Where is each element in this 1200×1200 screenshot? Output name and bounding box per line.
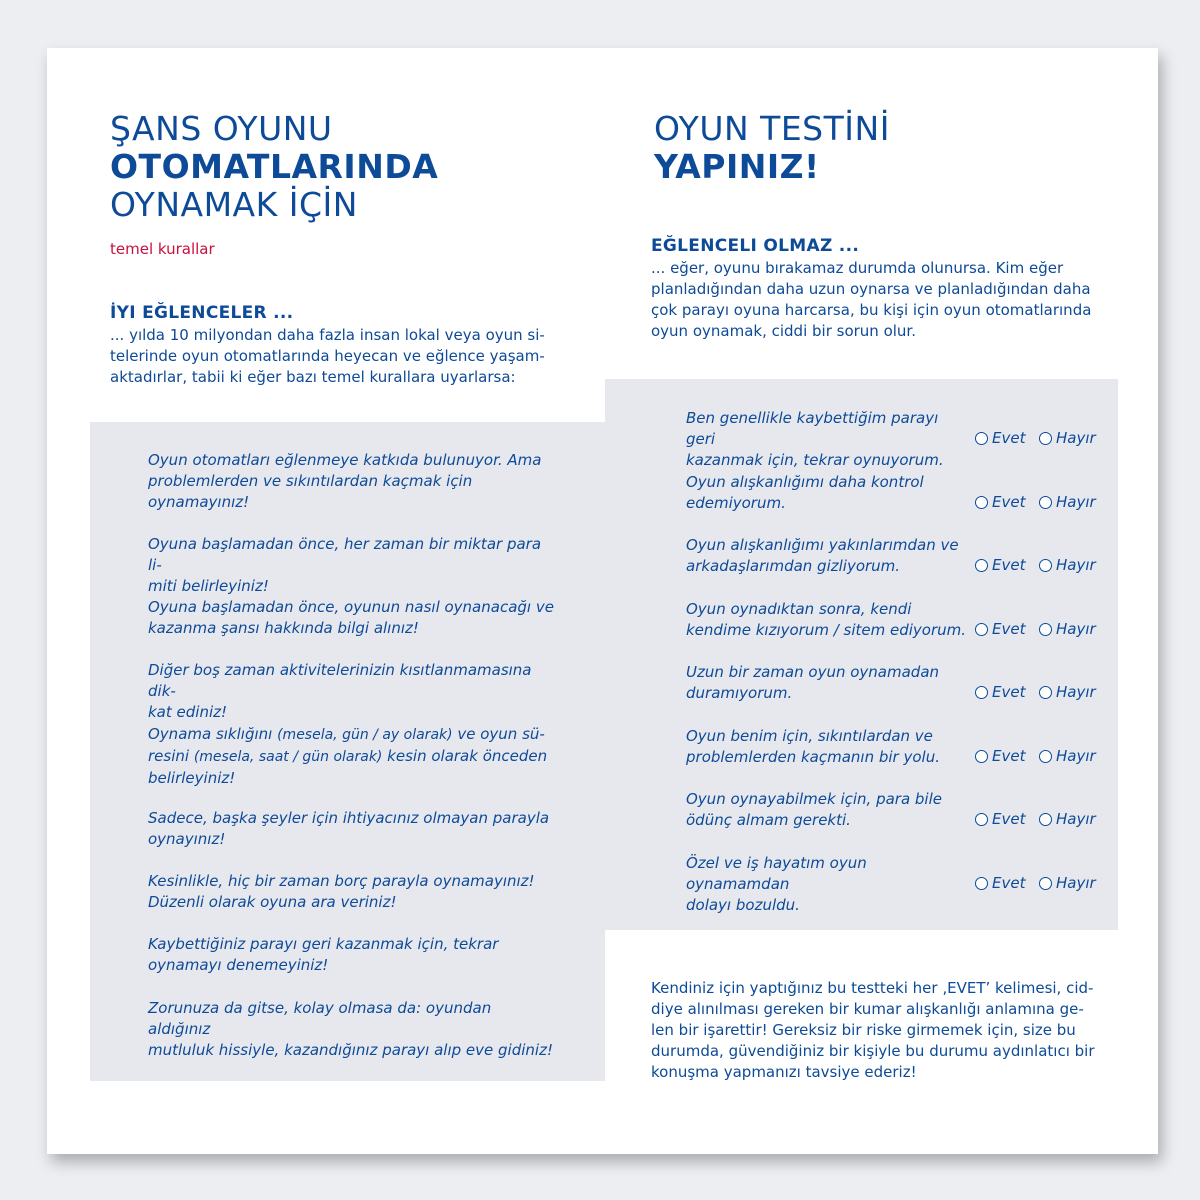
radio-circle-icon[interactable] xyxy=(975,750,988,763)
quiz-question xyxy=(686,726,971,768)
yes-option[interactable] xyxy=(975,874,1025,892)
yes-option[interactable] xyxy=(975,556,1025,574)
radio-circle-icon[interactable] xyxy=(1039,813,1052,826)
yes-label: Evet xyxy=(992,620,1026,638)
closing-line: konuşma yapmanızı tavsiye ederiz! xyxy=(651,1063,917,1081)
closing-text xyxy=(651,978,1101,1083)
radio-circle-icon[interactable] xyxy=(975,432,988,445)
yes-label: Evet xyxy=(992,747,1026,765)
no-label: Hayır xyxy=(1056,493,1096,511)
rule-line: Diğer boş zaman aktivitelerinizin kısıtlanmamasına dik- xyxy=(148,661,532,700)
closing-line: diye alınılması gereken bir kumar alışkanlığı anlamına ge- xyxy=(651,1000,1084,1018)
rule-text: ve oyun sü- xyxy=(452,725,545,743)
no-label: Hayır xyxy=(1056,747,1096,765)
no-option[interactable] xyxy=(1039,620,1096,638)
rule-line: Düzenli olarak oyuna ara veriniz! xyxy=(148,893,397,911)
no-option[interactable] xyxy=(1039,493,1096,511)
question-line: Oyun oynayabilmek için, para bile xyxy=(686,790,942,808)
yes-option[interactable] xyxy=(975,429,1025,447)
radio-circle-icon[interactable] xyxy=(1039,877,1052,890)
radio-circle-icon[interactable] xyxy=(975,559,988,572)
right-intro-text xyxy=(651,258,1111,342)
radio-circle-icon[interactable] xyxy=(1039,496,1052,509)
no-option[interactable] xyxy=(1039,810,1096,828)
no-label: Hayır xyxy=(1056,874,1096,892)
left-section-heading: İYI EĞLENCELER ... xyxy=(110,303,294,323)
closing-line: len bir işarettir! Gereksiz bir riske girmemek için, size bu xyxy=(651,1021,1076,1039)
left-title-line3: OYNAMAK İÇİN xyxy=(110,185,358,224)
question-line: Oyun oynadıktan sonra, kendi xyxy=(686,600,912,618)
rule-line: miti belirleyiniz! xyxy=(148,577,269,595)
yes-option[interactable] xyxy=(975,810,1025,828)
quiz-question xyxy=(686,853,971,916)
question-line: duramıyorum. xyxy=(686,684,793,702)
question-line: Uzun bir zaman oyun oynamadan xyxy=(686,663,940,681)
no-label: Hayır xyxy=(1056,810,1096,828)
no-option[interactable] xyxy=(1039,747,1096,765)
rule-line: belirleyiniz! xyxy=(148,769,236,787)
yes-option[interactable] xyxy=(975,747,1025,765)
quiz-question xyxy=(686,408,971,471)
no-option[interactable] xyxy=(1039,874,1096,892)
rule-line: mutluluk hissiyle, kazandığınız parayı alıp eve gidiniz! xyxy=(148,1041,553,1059)
question-line: dolayı bozuldu. xyxy=(686,896,800,914)
rule-line: Zorunuza da gitse, kolay olmasa da: oyundan aldığınız xyxy=(148,999,492,1038)
left-title-line2: OTOMATLARINDA xyxy=(110,147,439,186)
radio-circle-icon[interactable] xyxy=(975,496,988,509)
radio-circle-icon[interactable] xyxy=(975,813,988,826)
rule-line: oynamayı denemeyiniz! xyxy=(148,956,329,974)
rule-item xyxy=(148,808,558,850)
radio-circle-icon[interactable] xyxy=(975,877,988,890)
no-option[interactable] xyxy=(1039,556,1096,574)
radio-circle-icon[interactable] xyxy=(1039,686,1052,699)
rule-item xyxy=(148,724,558,789)
quiz-question xyxy=(686,599,971,641)
left-intro-text xyxy=(110,325,560,388)
radio-circle-icon[interactable] xyxy=(1039,559,1052,572)
question-line: kendime kızıyorum / sitem ediyorum. xyxy=(686,621,967,639)
right-intro-line: çok parayı oyuna harcarsa, bu kişi için oyun otomatlarında xyxy=(651,301,1092,319)
right-title-line2: YAPINIZ! xyxy=(654,147,820,186)
no-label: Hayır xyxy=(1056,429,1096,447)
yes-label: Evet xyxy=(992,556,1026,574)
question-line: problemlerden kaçmanın bir yolu. xyxy=(686,748,940,766)
no-label: Hayır xyxy=(1056,620,1096,638)
question-line: edemiyorum. xyxy=(686,494,786,512)
question-line: arkadaşlarımdan gizliyorum. xyxy=(686,557,901,575)
quiz-question xyxy=(686,789,971,831)
yes-option[interactable] xyxy=(975,493,1025,511)
left-subtitle: temel kurallar xyxy=(110,240,215,258)
rule-aside: (mesela, saat / gün olarak) xyxy=(193,749,383,765)
rule-text: Oynama sıklığını xyxy=(148,725,278,743)
rule-line: Sadece, başka şeyler için ihtiyacınız olmayan parayla xyxy=(148,809,550,827)
rule-line: Oyun otomatları eğlenmeye katkıda bulunuyor. Ama xyxy=(148,451,542,469)
question-line: Ben genellikle kaybettiğim parayı geri xyxy=(686,409,939,448)
rule-item xyxy=(148,597,558,639)
no-label: Hayır xyxy=(1056,683,1096,701)
left-title xyxy=(110,110,438,224)
closing-line: durumda, güvendiğiniz bir kişiyle bu durumu aydınlatıcı bir xyxy=(651,1042,1095,1060)
quiz-question xyxy=(686,662,971,704)
right-title xyxy=(654,110,890,186)
yes-option[interactable] xyxy=(975,683,1025,701)
rule-text: kesin olarak önceden xyxy=(382,747,548,765)
rule-item xyxy=(148,534,558,597)
question-line: kazanmak için, tekrar oynuyorum. xyxy=(686,451,944,469)
rule-line: Kaybettiğiniz parayı geri kazanmak için, tekrar xyxy=(148,935,499,953)
radio-circle-icon[interactable] xyxy=(975,686,988,699)
question-line: ödünç almam gerekti. xyxy=(686,811,851,829)
rule-line xyxy=(148,746,558,768)
yes-label: Evet xyxy=(992,683,1026,701)
quiz-question xyxy=(686,472,971,514)
rule-item xyxy=(148,871,558,913)
radio-circle-icon[interactable] xyxy=(975,623,988,636)
rules-box xyxy=(90,422,605,1081)
no-option[interactable] xyxy=(1039,429,1096,447)
right-intro-line: ... eğer, oyunu bırakamaz durumda olunursa. Kim eğer xyxy=(651,259,1064,277)
yes-option[interactable] xyxy=(975,620,1025,638)
rule-item xyxy=(148,998,558,1061)
rule-line: oynamayınız! xyxy=(148,493,250,511)
rule-aside: (mesela, gün / ay olarak) xyxy=(277,727,453,743)
right-intro xyxy=(651,236,1111,342)
rule-item xyxy=(148,660,558,723)
left-intro-line: aktadırlar, tabii ki eğer bazı temel kurallara uyarlarsa: xyxy=(110,368,516,386)
question-line: Oyun benim için, sıkıntılardan ve xyxy=(686,727,933,745)
no-option[interactable] xyxy=(1039,683,1096,701)
radio-circle-icon[interactable] xyxy=(1039,750,1052,763)
yes-label: Evet xyxy=(992,874,1026,892)
rule-line xyxy=(148,724,558,746)
yes-label: Evet xyxy=(992,810,1026,828)
quiz-question xyxy=(686,535,971,577)
rule-line: oynayınız! xyxy=(148,830,226,848)
question-line: Oyun alışkanlığımı yakınlarımdan ve xyxy=(686,536,959,554)
question-line: Özel ve iş hayatım oyun oynamamdan xyxy=(686,854,867,893)
left-intro xyxy=(110,303,560,388)
question-line: Oyun alışkanlığımı daha kontrol xyxy=(686,473,924,491)
left-title-line1: ŞANS OYUNU xyxy=(110,109,333,148)
rule-line: kazanma şansı hakkında bilgi alınız! xyxy=(148,619,419,637)
rule-line: Kesinlikle, hiç bir zaman borç parayla oynamayınız! xyxy=(148,872,535,890)
right-section-heading: EĞLENCELI OLMAZ ... xyxy=(651,236,860,256)
right-intro-line: planladığından daha uzun oynarsa ve planladığından daha xyxy=(651,280,1091,298)
rule-line: Oyuna başlamadan önce, her zaman bir miktar para li- xyxy=(148,535,542,574)
rule-item xyxy=(148,450,558,513)
radio-circle-icon[interactable] xyxy=(1039,623,1052,636)
left-intro-line: telerinde oyun otomatlarında heyecan ve eğlence yaşam- xyxy=(110,347,545,365)
yes-label: Evet xyxy=(992,429,1026,447)
right-title-line1: OYUN TESTİNİ xyxy=(654,109,890,148)
rule-line: kat ediniz! xyxy=(148,703,228,721)
quiz-box xyxy=(605,379,1118,930)
rule-line: Oyuna başlamadan önce, oyunun nasıl oynanacağı ve xyxy=(148,598,554,616)
closing-line: Kendiniz için yaptığınız bu testteki her ‚EVET’ kelimesi, cid- xyxy=(651,979,1094,997)
no-label: Hayır xyxy=(1056,556,1096,574)
rule-line: problemlerden ve sıkıntılardan kaçmak için xyxy=(148,472,473,490)
brochure-page xyxy=(47,48,1158,1154)
radio-circle-icon[interactable] xyxy=(1039,432,1052,445)
rule-item xyxy=(148,934,558,976)
rule-text: resini xyxy=(148,747,194,765)
yes-label: Evet xyxy=(992,493,1026,511)
left-intro-line: ... yılda 10 milyondan daha fazla insan lokal veya oyun si- xyxy=(110,326,545,344)
right-intro-line: oyun oynamak, ciddi bir sorun olur. xyxy=(651,322,916,340)
